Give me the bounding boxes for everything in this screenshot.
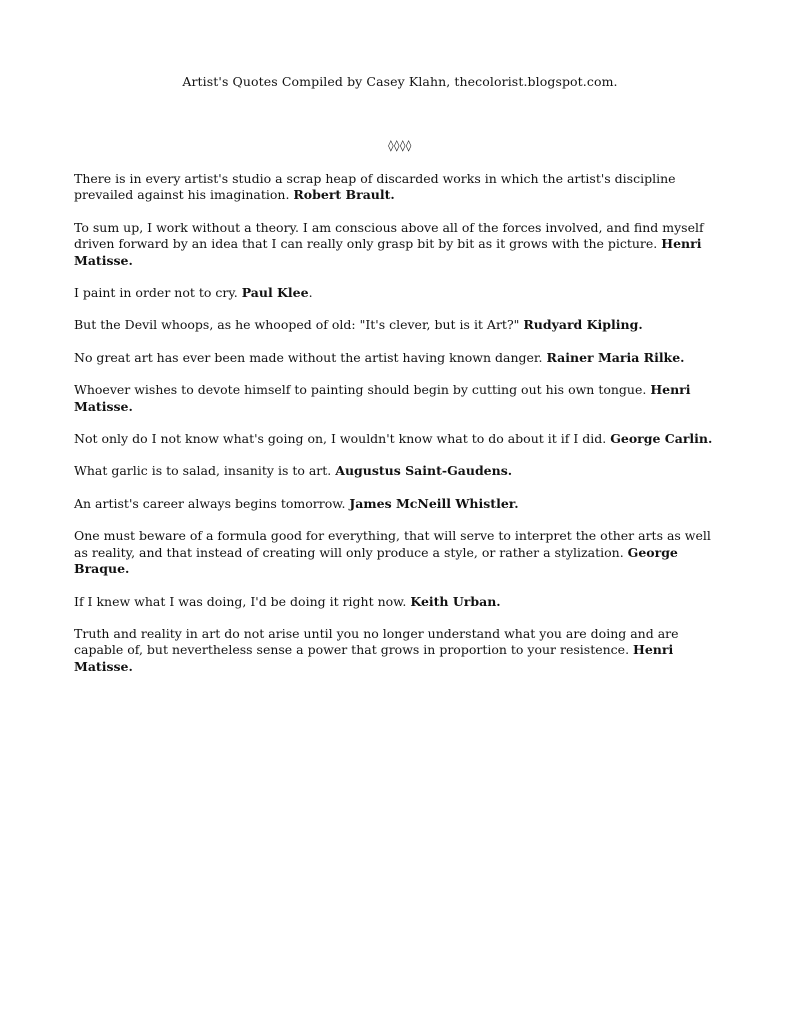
quote-author: Henri Matisse. [74, 642, 674, 674]
quote-paragraph [74, 463, 726, 479]
quote-text: No great art has ever been made without the artist having known danger. [74, 349, 547, 365]
quote-paragraph [74, 285, 726, 301]
quote-paragraph [74, 317, 726, 333]
quote-author: Keith Urban. [410, 593, 501, 609]
section-divider: ◊◊◊◊ [388, 139, 412, 152]
quote-author: Augustus Saint-Gaudens. [335, 463, 513, 479]
quote-text: One must beware of a formula good for everything, that will serve to interpret the other arts as well as reality, and that instead of creating will only produce a style, or rather a stylization. [74, 528, 711, 560]
quote-author: Robert Brault. [293, 187, 395, 203]
quote-paragraph [74, 171, 726, 204]
quote-text: Not only do I not know what's going on, I wouldn't know what to do about it if I did. [74, 431, 611, 447]
quote-author: George Braque. [74, 544, 678, 577]
quote-text: There is in every artist's studio a scrap heap of discarded works in which the artist's discipline prevailed against his imagination. [74, 171, 676, 203]
quote-author: Rudyard Kipling. [523, 317, 643, 333]
quote-text: What garlic is to salad, insanity is to art. [74, 463, 336, 479]
quote-list [74, 171, 726, 691]
quote-text: If I knew what I was doing, I'd be doing it right now. [74, 593, 411, 609]
quote-paragraph [74, 350, 726, 366]
quote-text: An artist's career always begins tomorrow. [74, 495, 350, 511]
quote-text: I paint in order not to cry. [74, 285, 242, 301]
quote-author: James McNeill Whistler. [349, 495, 519, 511]
quote-text: But the Devil whoops, as he whooped of old: "It's clever, but is it Art?" [74, 317, 524, 333]
quote-author: Henri Matisse. [74, 382, 691, 414]
quote-paragraph [74, 626, 726, 675]
quote-paragraph [74, 431, 726, 447]
quote-author: Paul Klee [241, 285, 309, 301]
quote-author: George Carlin. [610, 431, 713, 447]
quote-paragraph [74, 382, 726, 415]
quote-paragraph [74, 496, 726, 512]
quote-text: To sum up, I work without a theory. I am conscious above all of the forces involved, and find myself driven forward by an idea that I can really only grasp bit by bit as it grows with the picture. [74, 219, 704, 252]
quote-author: Rainer Maria Rilke. [546, 349, 685, 365]
quote-paragraph [74, 528, 726, 577]
quote-text: Truth and reality in art do not arise until you no longer understand what you are doing and are capable of, but nevertheless sense a power that grows in proportion to your resistence. [74, 625, 679, 658]
quote-paragraph [74, 594, 726, 610]
quote-paragraph [74, 220, 726, 269]
quote-author: Henri Matisse. [74, 236, 702, 268]
quote-suffix: . [308, 285, 313, 301]
document-title: Artist's Quotes Compiled by Casey Klahn, thecolorist.blogspot.com. [182, 74, 618, 89]
quote-text: Whoever wishes to devote himself to painting should begin by cutting out his own tongue. [74, 382, 651, 398]
